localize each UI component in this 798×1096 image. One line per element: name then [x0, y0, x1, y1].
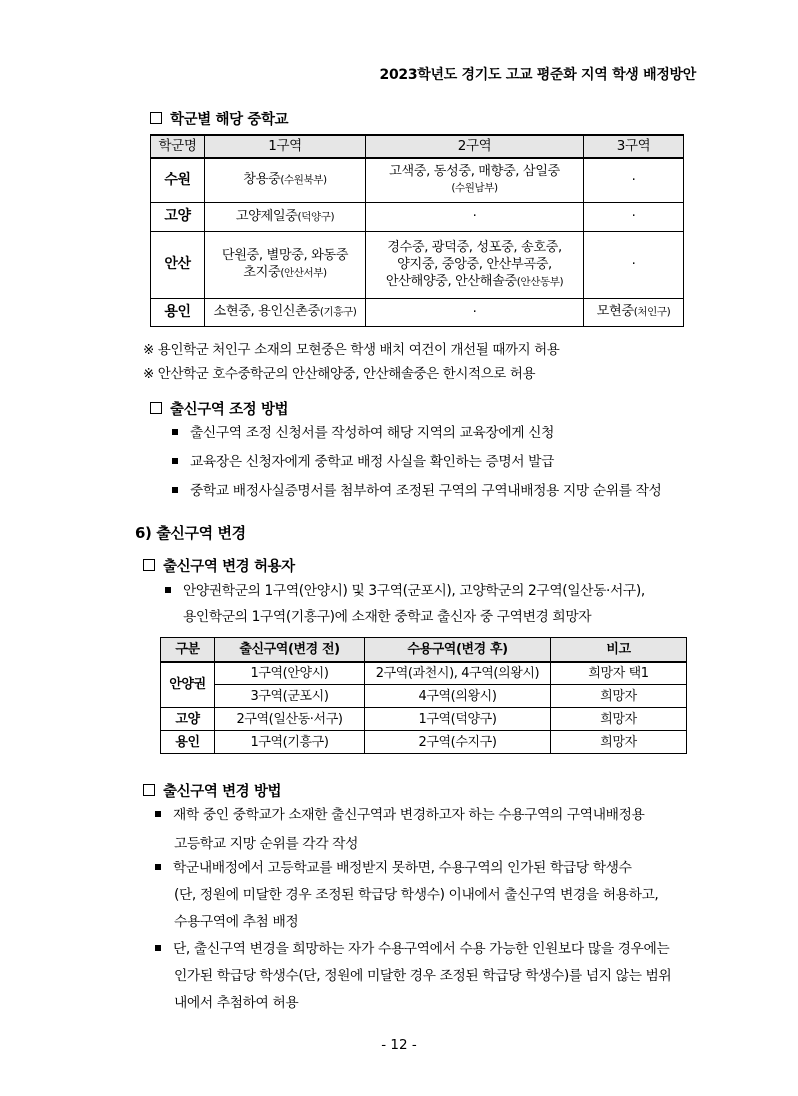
zone1-schools: 고양제일중 — [235, 208, 298, 224]
subsection-heading-eligible — [143, 555, 295, 576]
district-name: 안산 — [151, 231, 205, 298]
zone3-note: (처인구) — [633, 306, 671, 318]
zone2-schools-line3: 안산해양중, 안산해솔중 — [385, 273, 517, 289]
school-district-table — [150, 134, 684, 327]
bullet-square-icon — [172, 429, 178, 435]
zone2-cell: · — [366, 298, 584, 326]
table-row — [161, 708, 687, 731]
bullet-continuation: 수용구역에 추첨 배정 — [174, 914, 299, 930]
heading-text: 학군별 해당 중학교 — [170, 112, 289, 128]
zone1-cell — [205, 202, 366, 231]
document-header: 2023학년도 경기도 고교 평준화 지역 학생 배정방안 — [379, 67, 696, 83]
bullet-item — [172, 419, 554, 448]
group-cell: 용인 — [161, 731, 215, 754]
zone1-schools: 창용중 — [243, 172, 281, 188]
heading-text: 출신구역 조정 방법 — [170, 402, 289, 418]
to-cell: 1구역(덕양구) — [365, 708, 551, 731]
zone1-schools-line2: 초지중 — [243, 265, 281, 280]
zone2-cell: · — [366, 202, 584, 231]
note-cell: 희망자 — [551, 708, 687, 731]
note-line: ※ 안산학군 호수중학군의 안산해양중, 안산해솔중은 한시적으로 허용 — [143, 366, 536, 382]
bullet-square-icon — [155, 945, 161, 951]
table-header-row — [151, 135, 684, 158]
zone1-cell — [205, 231, 366, 298]
checkbox-square-icon — [143, 559, 155, 571]
district-name: 용인 — [151, 298, 205, 326]
bullet-continuation: 용인학군의 1구역(기흥구)에 소재한 중학교 출신자 중 구역변경 희망자 — [183, 609, 592, 625]
note-line: ※ 용인학군 처인구 소재의 모현중은 학생 배치 여건이 개선될 때까지 허용 — [143, 342, 560, 358]
page-number: - 12 - — [381, 1037, 417, 1053]
table-row — [161, 731, 687, 754]
section-heading-adjust-method — [150, 398, 288, 419]
zone2-note: (수원남부) — [451, 182, 498, 195]
bullet-text: 교육장은 신청자에게 중학교 배정 사실을 확인하는 증명서 발급 — [190, 454, 555, 470]
bullet-text: 중학교 배정사실증명서를 첨부하여 조정된 구역의 구역내배정용 지망 순위를 작성 — [190, 483, 662, 499]
table-row — [151, 298, 684, 326]
bullet-continuation: 고등학교 지망 순위를 각각 작성 — [174, 836, 359, 852]
to-cell: 4구역(의왕시) — [365, 685, 551, 708]
from-cell: 2구역(일산동·서구) — [215, 708, 365, 731]
from-cell: 3구역(군포시) — [215, 685, 365, 708]
bullet-square-icon — [155, 864, 161, 870]
bullet-square-icon — [155, 811, 161, 817]
section-heading-origin-change: 6) 출신구역 변경 — [135, 524, 246, 542]
bullet-continuation: 내에서 추첨하여 허용 — [174, 995, 299, 1011]
group-cell: 안양권 — [161, 662, 215, 708]
district-name: 수원 — [151, 158, 205, 202]
bullet-item — [155, 801, 644, 830]
zone3-cell: · — [584, 158, 684, 202]
bullet-text: 학군내배정에서 고등학교를 배정받지 못하면, 수용구역의 인가된 학급당 학생수 — [173, 860, 632, 876]
header-cell: 학군명 — [151, 135, 205, 158]
zone2-schools: 고색중, 동성중, 매향중, 삼일중 — [389, 164, 560, 180]
zone1-cell — [205, 298, 366, 326]
checkbox-square-icon — [150, 402, 162, 414]
zone1-note: (수원북부) — [280, 174, 327, 187]
zone1-note: (안산서부) — [280, 267, 327, 279]
note-cell: 희망자 — [551, 731, 687, 754]
table-header-row — [161, 638, 687, 662]
bullet-item — [155, 854, 632, 883]
zone2-schools-line2: 양지중, 중앙중, 안산부곡중, — [397, 256, 552, 272]
origin-change-table — [160, 637, 687, 754]
table-row — [161, 662, 687, 685]
header-cell: 2구역 — [366, 135, 584, 158]
table-row — [151, 158, 684, 202]
section-heading-school-districts — [150, 108, 288, 129]
bullet-square-icon — [165, 587, 171, 593]
zone2-cell — [366, 158, 584, 202]
table-row — [161, 685, 687, 708]
table-row — [151, 202, 684, 231]
table-row — [151, 231, 684, 298]
zone1-schools: 소현중, 용인신촌중 — [213, 304, 320, 319]
checkbox-square-icon — [150, 112, 162, 124]
bullet-text: 단, 출신구역 변경을 희망하는 자가 수용구역에서 수용 가능한 인원보다 많을 경우에는 — [173, 941, 670, 957]
bullet-item — [172, 477, 661, 506]
subsection-heading-change-method — [143, 780, 281, 801]
header-cell: 1구역 — [205, 135, 366, 158]
header-cell: 출신구역(변경 전) — [215, 638, 365, 662]
checkbox-square-icon — [143, 784, 155, 796]
zone3-schools: 모현중 — [596, 304, 634, 319]
bullet-item — [165, 577, 645, 606]
header-cell: 3구역 — [584, 135, 684, 158]
bullet-square-icon — [172, 487, 178, 493]
zone1-schools: 단원중, 별망중, 와동중 — [221, 248, 349, 263]
from-cell: 1구역(안양시) — [215, 662, 365, 685]
bullet-text: 출신구역 조정 신청서를 작성하여 해당 지역의 교육장에게 신청 — [190, 425, 555, 441]
bullet-continuation: (단, 정원에 미달한 경우 조정된 학급당 학생수) 이내에서 출신구역 변경을 허용하고, — [174, 887, 659, 903]
zone2-schools: 경수중, 광덕중, 성포중, 송호중, — [387, 239, 562, 255]
heading-text: 출신구역 변경 방법 — [163, 784, 282, 800]
bullet-square-icon — [172, 458, 178, 464]
zone2-cell — [366, 231, 584, 298]
district-name: 고양 — [151, 202, 205, 231]
bullet-item — [155, 935, 669, 964]
zone1-cell — [205, 158, 366, 202]
note-cell: 희망자 택1 — [551, 662, 687, 685]
group-cell: 고양 — [161, 708, 215, 731]
zone3-cell: · — [584, 202, 684, 231]
bullet-item — [172, 448, 554, 477]
to-cell: 2구역(과천시), 4구역(의왕시) — [365, 662, 551, 685]
header-cell: 수용구역(변경 후) — [365, 638, 551, 662]
to-cell: 2구역(수지구) — [365, 731, 551, 754]
from-cell: 1구역(기흥구) — [215, 731, 365, 754]
bullet-text: 안양권학군의 1구역(안양시) 및 3구역(군포시), 고양학군의 2구역(일산동·서구), — [183, 583, 645, 599]
bullet-text: 재학 중인 중학교가 소재한 출신구역과 변경하고자 하는 수용구역의 구역내배정용 — [173, 807, 645, 823]
zone3-cell — [584, 298, 684, 326]
header-cell: 비고 — [551, 638, 687, 662]
note-cell: 희망자 — [551, 685, 687, 708]
heading-text: 출신구역 변경 허용자 — [163, 559, 295, 575]
header-cell: 구분 — [161, 638, 215, 662]
zone2-note: (안산동부) — [516, 275, 564, 288]
zone3-cell: · — [584, 231, 684, 298]
zone1-note: (덕양구) — [297, 210, 335, 223]
bullet-continuation: 인가된 학급당 학생수(단, 정원에 미달한 경우 조정된 학급당 학생수)를 넘지 않는 범위 — [174, 968, 672, 984]
zone1-note: (기흥구) — [319, 306, 357, 318]
